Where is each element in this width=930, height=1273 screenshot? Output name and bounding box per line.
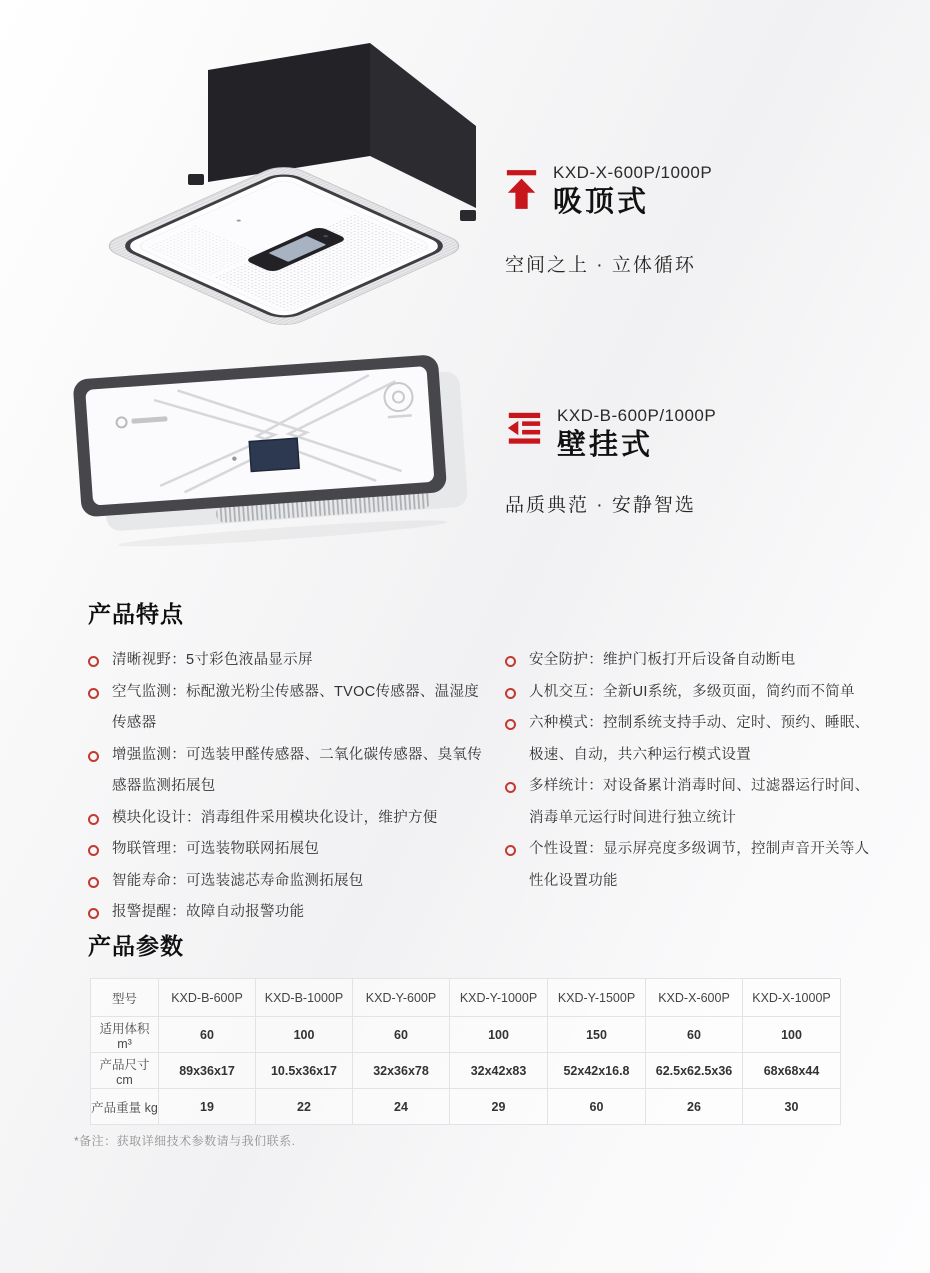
row-label: 产品尺寸 cm <box>91 1053 159 1089</box>
spec-cell: 68x68x44 <box>743 1053 841 1089</box>
spec-cell: 89x36x17 <box>159 1053 256 1089</box>
spec-cell: 30 <box>743 1089 841 1125</box>
feature-item: 物联管理：可选装物联网拓展包 <box>88 834 490 866</box>
table-row <box>91 1017 841 1053</box>
ceiling-unit-image <box>58 28 478 340</box>
column-header: KXD-Y-1500P <box>548 979 646 1017</box>
spec-cell: 62.5x62.5x36 <box>646 1053 743 1089</box>
table-header-row <box>91 979 841 1017</box>
spec-cell: 29 <box>450 1089 548 1125</box>
column-header: KXD-B-1000P <box>256 979 353 1017</box>
spec-cell: 100 <box>256 1017 353 1053</box>
specs-title: 产品参数 <box>88 933 184 959</box>
wall-product-section <box>505 406 905 517</box>
column-header: KXD-Y-600P <box>353 979 450 1017</box>
feature-item: 增强监测：可选装甲醛传感器、二氧化碳传感器、臭氧传感器监测拓展包 <box>88 740 490 803</box>
table-corner-cell: 型号 <box>91 979 159 1017</box>
bullet-icon <box>88 751 99 762</box>
spec-cell: 26 <box>646 1089 743 1125</box>
bullet-icon <box>505 845 516 856</box>
feature-item: 个性设置：显示屏亮度多级调节，控制声音开关等人性化设置功能 <box>505 834 877 897</box>
product-tagline: 空间之上 · 立体循环 <box>505 255 696 276</box>
row-label: 适用体积 m³ <box>91 1017 159 1053</box>
table-row <box>91 1053 841 1089</box>
spec-cell: 19 <box>159 1089 256 1125</box>
features-left-column <box>88 645 490 929</box>
wall-mount-icon <box>505 410 543 446</box>
spec-cell: 60 <box>548 1089 646 1125</box>
bullet-icon <box>505 656 516 667</box>
column-header: KXD-X-1000P <box>743 979 841 1017</box>
spec-cell: 22 <box>256 1089 353 1125</box>
feature-item: 报警提醒：故障自动报警功能 <box>88 897 490 929</box>
bullet-icon <box>88 845 99 856</box>
feature-item: 清晰视野：5寸彩色液晶显示屏 <box>88 645 490 677</box>
table-row <box>91 1089 841 1125</box>
spec-cell: 60 <box>353 1017 450 1053</box>
product-name: 吸顶式 <box>553 186 650 218</box>
bullet-icon <box>88 908 99 919</box>
feature-item: 人机交互：全新UI系统，多级页面，简约而不简单 <box>505 677 877 709</box>
wall-unit-image <box>62 352 482 552</box>
column-header: KXD-B-600P <box>159 979 256 1017</box>
feature-item: 六种模式：控制系统支持手动、定时、预约、睡眠、极速、自动，共六种运行模式设置 <box>505 708 877 771</box>
feature-item: 多样统计：对设备累计消毒时间、过滤器运行时间、消毒单元运行时间进行独立统计 <box>505 771 877 834</box>
ceiling-product-section <box>505 163 905 277</box>
product-model: KXD-B-600P/1000P <box>557 406 717 425</box>
bullet-icon <box>505 719 516 730</box>
ceiling-mount-icon <box>505 167 539 211</box>
feature-item: 空气监测：标配激光粉尘传感器、TVOC传感器、温湿度传感器 <box>88 677 490 740</box>
spec-cell: 52x42x16.8 <box>548 1053 646 1089</box>
spec-cell: 150 <box>548 1017 646 1053</box>
row-label: 产品重量 kg <box>91 1089 159 1125</box>
bullet-icon <box>88 688 99 699</box>
bullet-icon <box>88 814 99 825</box>
specs-table <box>90 978 841 1125</box>
features-title: 产品特点 <box>88 601 184 627</box>
specs-footnote: *备注：获取详细技术参数请与我们联系. <box>74 1134 296 1148</box>
column-header: KXD-Y-1000P <box>450 979 548 1017</box>
feature-item: 模块化设计：消毒组件采用模块化设计，维护方便 <box>88 803 490 835</box>
feature-item: 安全防护：维护门板打开后设备自动断电 <box>505 645 877 677</box>
column-header: KXD-X-600P <box>646 979 743 1017</box>
product-name: 壁挂式 <box>557 429 654 461</box>
bullet-icon <box>505 782 516 793</box>
features-right-column <box>505 645 877 897</box>
bullet-icon <box>505 688 516 699</box>
spec-cell: 60 <box>646 1017 743 1053</box>
product-tagline: 品质典范 · 安静智选 <box>505 495 696 516</box>
spec-cell: 10.5x36x17 <box>256 1053 353 1089</box>
spec-cell: 100 <box>450 1017 548 1053</box>
product-model: KXD-X-600P/1000P <box>553 163 713 182</box>
bullet-icon <box>88 656 99 667</box>
feature-item: 智能寿命：可选装滤芯寿命监测拓展包 <box>88 866 490 898</box>
bullet-icon <box>88 877 99 888</box>
spec-cell: 32x36x78 <box>353 1053 450 1089</box>
spec-cell: 60 <box>159 1017 256 1053</box>
spec-cell: 100 <box>743 1017 841 1053</box>
spec-cell: 24 <box>353 1089 450 1125</box>
spec-cell: 32x42x83 <box>450 1053 548 1089</box>
